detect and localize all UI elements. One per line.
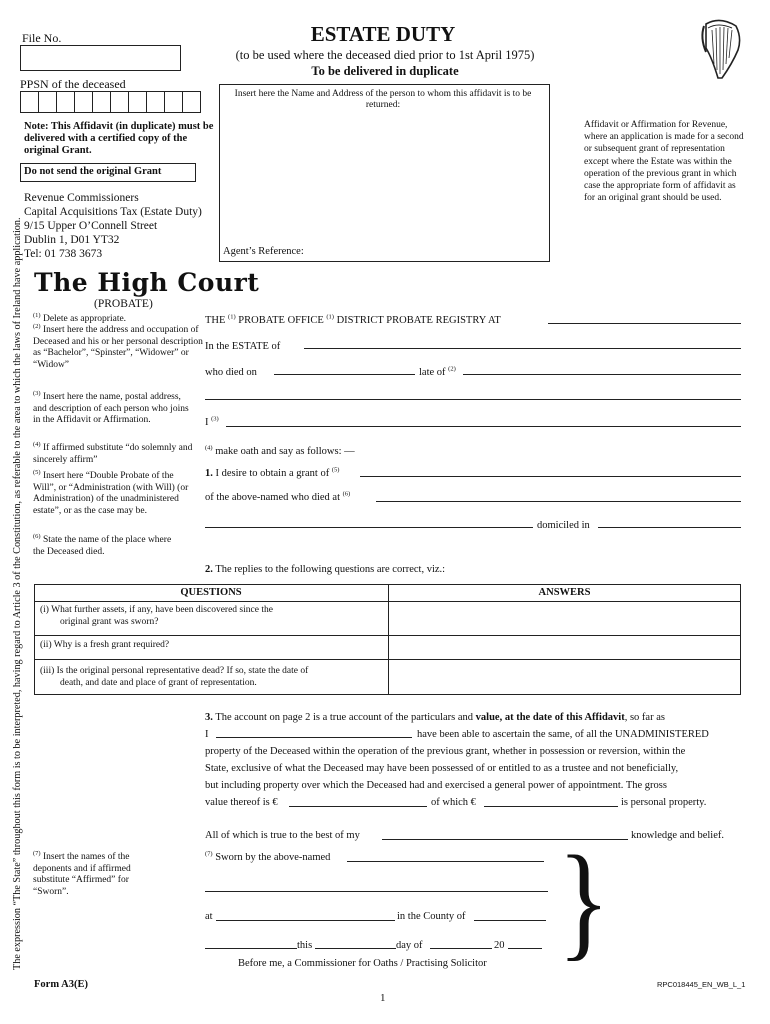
ppsn-cell[interactable] <box>38 91 56 113</box>
paragraph-3-line-6b: of which € <box>431 797 476 808</box>
harp-icon <box>698 18 744 82</box>
margin-note-3: $^{(3)}$ Insert here the name, postal address, and description of each person who joins in the Affidavit or Affirmation. <box>33 389 189 425</box>
make-oath-text: $^{(4)}$ make oath and say as follows: — <box>205 444 355 457</box>
margin-note-7: $^{(7)}$ Insert the names of the deponents and if affirmed substitute “Affirmed” for “Sworn”. <box>33 849 131 897</box>
at-label: at <box>205 911 213 922</box>
ppsn-cell[interactable] <box>74 91 92 113</box>
paragraph-1: 1. I desire to obtain a grant of $^{(5)}$ <box>205 466 340 479</box>
sworn-by-field-2[interactable] <box>205 891 548 892</box>
paragraph-3-line-2a: I <box>205 729 209 740</box>
ppsn-cell[interactable] <box>110 91 128 113</box>
paragraph-3-line-5: but including property over which the Deceased had and exercised a general power of appointment. The gross <box>205 780 667 791</box>
day-field[interactable] <box>205 948 297 949</box>
domicile-prefix-field[interactable] <box>205 527 533 528</box>
personal-property-field[interactable] <box>484 806 618 807</box>
paragraph-3-line-2b: have been able to ascertain the same, of all the UNADMINISTERED <box>417 729 709 740</box>
in-county-label: in the County of <box>397 911 466 922</box>
domiciled-label: domiciled in <box>537 520 590 531</box>
table-row: (i) What further assets, if any, have been discovered since the original grant was sworn? <box>40 605 273 627</box>
year-prefix: 20 <box>494 940 505 951</box>
who-died-on-label: who died on <box>205 367 257 378</box>
page-number: 1 <box>380 992 386 1004</box>
ppsn-cell[interactable] <box>92 91 110 113</box>
paragraph-2: 2. The replies to the following questions are correct, viz.: <box>205 564 446 575</box>
file-no-label: File No. <box>22 31 62 45</box>
domiciled-field[interactable] <box>598 527 741 528</box>
ppsn-cell[interactable] <box>20 91 38 113</box>
sworn-by-label: $^{(7)}$ Sworn by the above-named <box>205 850 331 863</box>
return-address-instruction: Insert here the Name and Address of the person to whom this affidavit is to be returned: <box>234 89 532 110</box>
delivery-instruction: To be delivered in duplicate <box>311 64 459 78</box>
address-line: Tel: 01 738 3673 <box>24 248 103 260</box>
day-number-field[interactable] <box>315 948 396 949</box>
paragraph-3-line-1: 3. The account on page 2 is a true account of the particulars and value, at the date of this Affidavit, so far as <box>205 712 665 723</box>
ppsn-cell[interactable] <box>182 91 201 113</box>
ppsn-input[interactable] <box>20 91 201 113</box>
ppsn-cell[interactable] <box>128 91 146 113</box>
answer-cell[interactable] <box>389 636 740 658</box>
revenue-address <box>24 191 202 261</box>
all-true-b: knowledge and belief. <box>631 830 725 841</box>
ppsn-cell[interactable] <box>56 91 74 113</box>
deponent-label: I $^{(3)}$ <box>205 415 219 428</box>
agents-reference-label: Agent’s Reference: <box>223 246 304 257</box>
registry-field[interactable] <box>548 323 741 324</box>
margin-note-1: $^{(1)}$ Delete as appropriate. <box>33 311 127 324</box>
county-field[interactable] <box>474 920 546 921</box>
deponent-pronoun-field[interactable] <box>216 737 412 738</box>
answer-cell[interactable] <box>389 660 740 694</box>
margin-note-4: $^{(4)}$ If affirmed substitute “do solemnly and sincerely affirm” <box>33 440 193 465</box>
form-code: Form A3(E) <box>34 979 88 990</box>
answers-header: ANSWERS <box>538 587 591 598</box>
margin-note-2: $^{(2)}$ Insert here the address and occupation of Deceased and his or her personal description as “Bachelor”, “Spinster”, “Widower” or “Widow” <box>33 322 203 370</box>
address-line: Capital Acquisitions Tax (Estate Duty) <box>24 206 202 218</box>
ppsn-label: PPSN of the deceased <box>20 77 126 91</box>
late-of-label: late of $^{(2)}$ <box>419 365 456 378</box>
date-of-death-field[interactable] <box>274 374 415 375</box>
do-not-send-notice: Do not send the original Grant <box>20 163 196 182</box>
vertical-disclaimer: The expression “The State” throughout this form is to be interpreted, having regard to Article 3 of the Constitution, as referable to the area to which the laws of Ireland have application. <box>12 217 23 970</box>
estate-name-field[interactable] <box>304 348 741 349</box>
page-subtitle: (to be used where the deceased died prior to 1st April 1975) <box>235 48 535 62</box>
brace: } <box>557 830 610 972</box>
gross-value-field[interactable] <box>289 806 427 807</box>
late-of-field[interactable] <box>463 374 741 375</box>
sworn-at-field[interactable] <box>216 920 395 921</box>
office-line: THE $^{(1)}$ PROBATE OFFICE $^{(1)}$ DISTRICT PROBATE REGISTRY AT <box>205 313 501 326</box>
estate-of-label: In the ESTATE of <box>205 341 281 352</box>
ref-code: RPC018445_EN_WB_L_1 <box>657 980 746 989</box>
paragraph-3-line-3: property of the Deceased within the operation of the previous grant, whether in possession or reversion, within the <box>205 746 686 757</box>
ppsn-cell[interactable] <box>164 91 182 113</box>
month-field[interactable] <box>430 948 492 949</box>
late-of-field-2[interactable] <box>205 399 741 400</box>
before-me-text: Before me, a Commissioner for Oaths / Practising Solicitor <box>238 958 487 969</box>
side-note: Affidavit or Affirmation for Revenue, where an application is made for a second or subsequent grant of representation except where the Estate was within the operation of the previous grant in which case the appropriate form of affidavit as for an original grant should be used. <box>584 120 744 204</box>
ppsn-cell[interactable] <box>146 91 164 113</box>
all-true-a: All of which is true to the best of my <box>205 830 360 841</box>
margin-note-6: $^{(6)}$ State the name of the place where the Deceased died. <box>33 532 172 557</box>
court-title: The High Court <box>34 268 260 297</box>
day-of-label: day of <box>396 940 423 951</box>
sworn-by-field[interactable] <box>347 861 544 862</box>
page-title: ESTATE DUTY <box>310 22 456 46</box>
deponent-field[interactable] <box>226 426 741 427</box>
address-line: 9/15 Upper O’Connell Street <box>24 220 158 232</box>
this-label: this <box>297 940 313 951</box>
address-line: Dublin 1, D01 YT32 <box>24 234 120 246</box>
note-text: Note: This Affidavit (in duplicate) must be delivered with a certified copy of the original Grant. <box>24 121 214 156</box>
paragraph-3-line-6c: is personal property. <box>621 797 707 808</box>
answer-cell[interactable] <box>389 602 740 634</box>
grant-type-field[interactable] <box>360 476 741 477</box>
questions-header: QUESTIONS <box>180 587 242 598</box>
margin-note-5: $^{(5)}$ Insert here “Double Probate of the Will”, or “Administration (with Will) (or Administration) of the unadministered estate”, or as the case may be. <box>33 468 189 516</box>
paragraph-3-line-6a: value thereof is € <box>205 797 278 808</box>
place-of-death-field[interactable] <box>376 501 741 502</box>
address-line: Revenue Commissioners <box>24 192 139 204</box>
probate-label: (PROBATE) <box>94 298 153 310</box>
table-row: (ii) Why is a fresh grant required? <box>40 640 170 650</box>
paragraph-3-line-4: State, exclusive of what the Deceased may have been possessed of or entitled to as a trustee and not beneficially, <box>205 763 679 774</box>
above-named-label: of the above-named who died at $^{(6)}$ <box>205 490 351 503</box>
table-row: (iii) Is the original personal representative dead? If so, state the date of death, and date and place of grant of representation. <box>40 666 309 688</box>
year-field[interactable] <box>508 948 542 949</box>
